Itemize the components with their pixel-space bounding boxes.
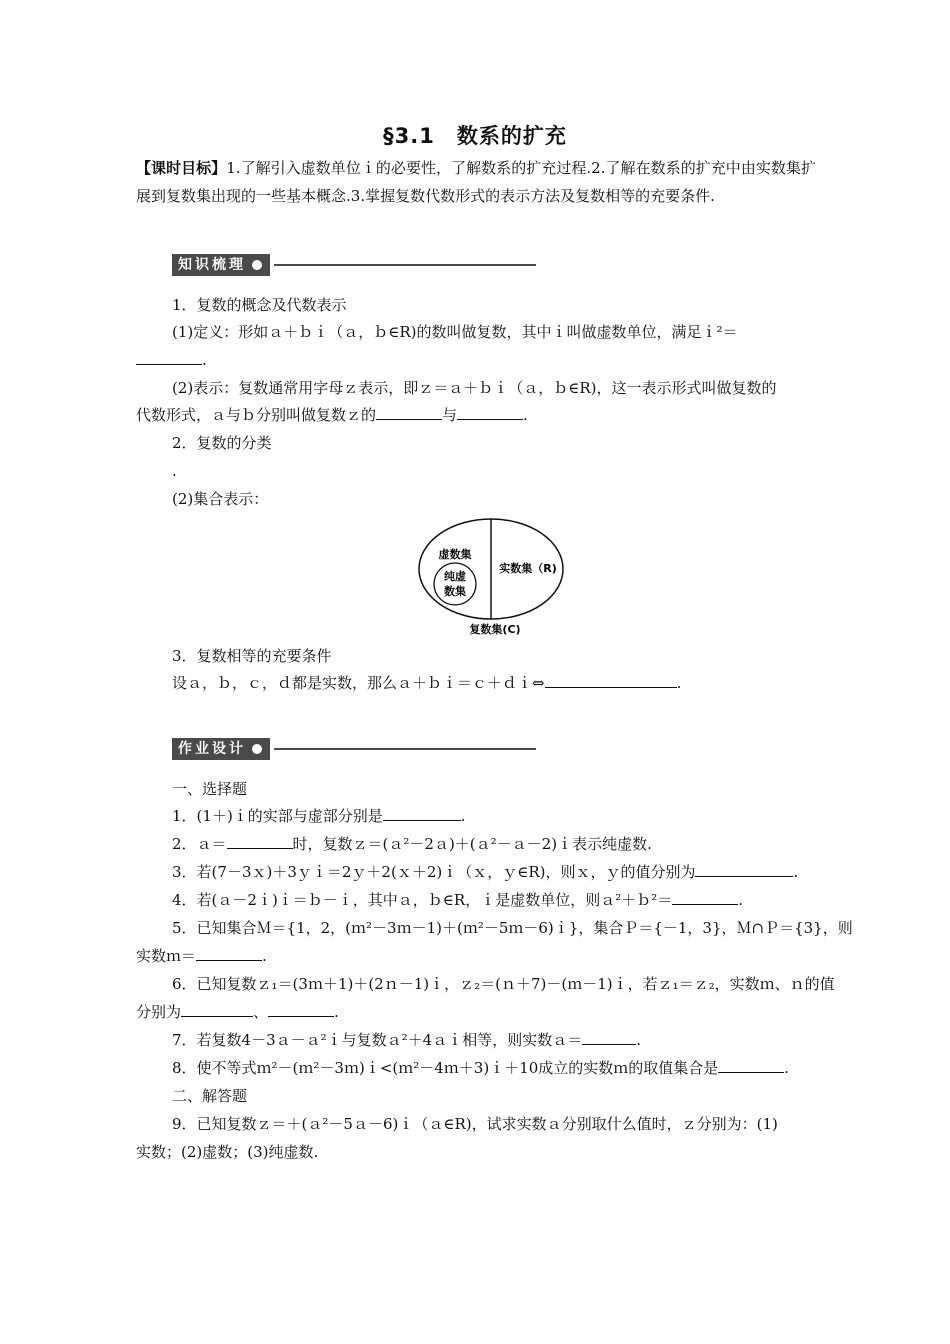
answer-blank[interactable] [545, 671, 677, 688]
item-2-set-representation: (2)集合表示： [172, 490, 269, 508]
item-1-title: 1．复数的概念及代数表示 [172, 296, 347, 314]
question-4: 4．若(ａ－2ｉ)ｉ＝ｂ－ｉ，其中ａ，ｂ∈R，ｉ是虚数单位，则ａ²＋ｂ²＝ . [172, 887, 743, 913]
real-set-label: 实数集（R) [499, 562, 557, 575]
answer-blank[interactable] [695, 860, 793, 877]
objectives-label: 【课时目标】 [136, 159, 227, 177]
question-2: 2．ａ＝ 时，复数ｚ＝(ａ²－2ａ)＋(ａ²－ａ－2)ｉ表示纯虚数. [172, 831, 652, 857]
bullet-icon [252, 260, 262, 270]
section-label: 知识梳理 [178, 257, 246, 273]
item-2-title: 2．复数的分类 [172, 434, 272, 452]
answer-blank[interactable] [383, 804, 461, 821]
item-1-representation-cont: 代数形式，ａ与ｂ分别叫做复数ｚ的 与 . [136, 402, 528, 428]
answer-blank[interactable] [196, 944, 262, 961]
item-2-dot: . [172, 462, 177, 480]
section-header-knowledge [172, 254, 536, 276]
answer-blank[interactable] [672, 888, 738, 905]
section-rule [274, 264, 536, 266]
question-7: 7．若复数4－3ａ－ａ²ｉ与复数ａ²＋4ａｉ相等，则实数ａ＝ . [172, 1027, 641, 1053]
answer-blank[interactable] [227, 832, 293, 849]
section-label: 作业设计 [178, 741, 246, 757]
question-6-cont: 分别为 、 . [136, 999, 339, 1025]
number-set-diagram [415, 517, 575, 637]
answer-blank[interactable] [181, 1000, 253, 1017]
bullet-icon [252, 744, 262, 754]
objectives-text: 1.了解引入虚数单位ｉ的必要性，了解数系的扩充过程.2.了解在数系的扩充中由实数集扩展到复数集出现的一些基本概念.3.掌握复数代数形式的表示方法及复数相等的充要条件. [136, 159, 816, 205]
item-1-definition-blank: . [136, 347, 207, 373]
question-1: 1．(1＋)ｉ的实部与虚部分别是 . [172, 803, 466, 829]
question-5-cont: 实数ｍ＝ . [136, 943, 267, 969]
question-9: 9．已知复数ｚ＝＋(ａ²－5ａ－6)ｉ（ａ∈R)，试求实数ａ分别取什么值时，ｚ分别为：(1) [172, 1115, 778, 1133]
item-1-representation: (2)表示：复数通常用字母ｚ表示，即ｚ＝ａ＋ｂｉ（ａ，ｂ∈R)，这一表示形式叫做复数的 [172, 379, 777, 397]
question-6: 6．已知复数ｚ₁＝(3ｍ＋1)＋(2ｎ－1)ｉ，ｚ₂＝(ｎ＋7)－(ｍ－1)ｉ，若ｚ₁＝ｚ₂，实数ｍ、ｎ的值 [172, 975, 835, 993]
page-title: §3.1 数系的扩充 [383, 124, 567, 148]
answer-blank[interactable] [718, 1056, 784, 1073]
item-3-title: 3．复数相等的充要条件 [172, 647, 332, 665]
item-1-definition: (1)定义：形如ａ＋ｂｉ（ａ，ｂ∈R)的数叫做复数，其中ｉ叫做虚数单位，满足ｉ²＝ [172, 323, 738, 341]
answer-blank[interactable] [582, 1028, 636, 1045]
item-3-text: 设ａ，ｂ，ｃ，ｄ都是实数，那么ａ＋ｂｉ＝ｃ＋ｄｉ⇔ . [172, 670, 681, 696]
section-header-homework [172, 738, 536, 760]
part-1-heading: 一、选择题 [172, 780, 248, 798]
answer-blank[interactable] [457, 403, 523, 420]
question-8: 8．使不等式ｍ²－(ｍ²－3ｍ)ｉ<(ｍ²－4ｍ＋3)ｉ＋10成立的实数ｍ的取值集合是 . [172, 1055, 789, 1081]
part-2-heading: 二、解答题 [172, 1087, 248, 1105]
pure-imag-label-1: 纯虚 [444, 570, 466, 583]
question-3: 3．若(7－3ｘ)＋3ｙｉ＝2ｙ＋2(ｘ＋2)ｉ（ｘ，ｙ∈R)，则ｘ，ｙ的值分别为 . [172, 859, 798, 885]
answer-blank[interactable] [136, 348, 202, 365]
imag-set-label: 虚数集 [438, 548, 472, 561]
section-rule [274, 748, 536, 750]
question-5: 5．已知集合Ｍ＝{1，2，(ｍ²－3ｍ－1)＋(ｍ²－5ｍ－6)ｉ}，集合Ｐ＝{－1，3}，Ｍ∩Ｐ＝{3}，则 [172, 919, 853, 937]
pure-imag-label-2: 数集 [444, 585, 466, 598]
question-9-cont: 实数；(2)虚数；(3)纯虚数. [136, 1143, 319, 1161]
answer-blank[interactable] [268, 1000, 334, 1017]
answer-blank[interactable] [376, 403, 442, 420]
lesson-objectives [136, 154, 816, 210]
complex-set-label: 复数集(C) [469, 623, 521, 636]
